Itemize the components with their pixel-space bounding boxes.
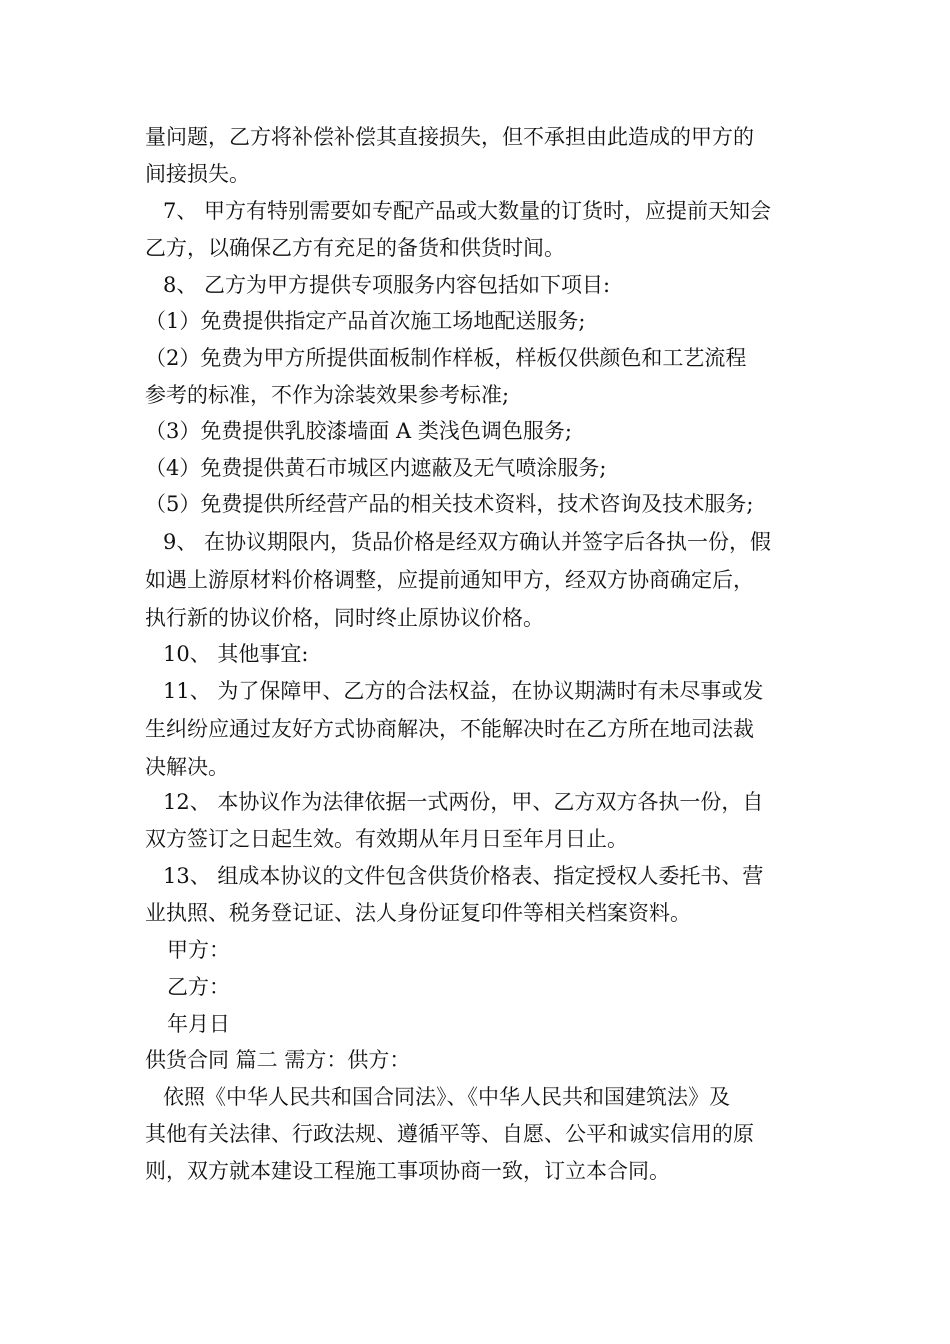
text-line: 11、 为了保障甲、乙方的合法权益，在协议期满时有未尽事或发	[163, 679, 764, 703]
text-line: 参考的标准，不作为涂装效果参考标准;	[145, 383, 510, 407]
section-heading: 供货合同 篇二 需方：供方：	[145, 1048, 411, 1072]
text-line: 决解决。	[145, 755, 229, 779]
text-line: 10、 其他事宜:	[163, 642, 309, 666]
signature-party-b: 乙方：	[167, 975, 230, 999]
text-line: 业执照、税务登记证、法人身份证复印件等相关档案资料。	[145, 901, 691, 925]
text-line: 则，双方就本建设工程施工事项协商一致，订立本合同。	[145, 1159, 670, 1183]
text-line: 13、 组成本协议的文件包含供货价格表、指定授权人委托书、营	[163, 864, 764, 888]
text-line: 执行新的协议价格，同时终止原协议价格。	[145, 606, 544, 630]
text-line: 间接损失。	[145, 162, 250, 186]
text-line: 依照《中华人民共和国合同法》、《中华人民共和国建筑法》及	[163, 1085, 730, 1109]
signature-party-a: 甲方：	[167, 938, 230, 962]
text-line: 双方签订之日起生效。有效期从年月日至年月日止。	[145, 827, 628, 851]
text-line: （2）免费为甲方所提供面板制作样板，样板仅供颜色和工艺流程	[145, 346, 747, 370]
text-line: 如遇上游原材料价格调整，应提前通知甲方，经双方协商确定后，	[145, 568, 754, 592]
text-line: （1）免费提供指定产品首次施工场地配送服务;	[145, 309, 586, 333]
text-line: 9、 在协议期限内，货品价格是经双方确认并签字后各执一份，假	[163, 530, 772, 554]
text-line: 生纠纷应通过友好方式协商解决，不能解决时在乙方所在地司法裁	[145, 717, 754, 741]
text-line: 量问题，乙方将补偿补偿其直接损失，但不承担由此造成的甲方的	[145, 125, 754, 149]
text-line: 12、 本协议作为法律依据一式两份，甲、乙方双方各执一份，自	[163, 790, 764, 814]
text-line: （5）免费提供所经营产品的相关技术资料，技术咨询及技术服务;	[145, 492, 754, 516]
signature-date: 年月日	[167, 1012, 230, 1036]
text-line: 其他有关法律、行政法规、遵循平等、自愿、公平和诚实信用的原	[145, 1122, 754, 1146]
text-line: 8、 乙方为甲方提供专项服务内容包括如下项目:	[163, 273, 611, 297]
text-line: （3）免费提供乳胶漆墙面 A 类浅色调色服务;	[145, 419, 572, 443]
text-line: （4）免费提供黄石市城区内遮蔽及无气喷涂服务;	[145, 456, 607, 480]
text-line: 乙方，以确保乙方有充足的备货和供货时间。	[145, 236, 565, 260]
text-line: 7、 甲方有特别需要如专配产品或大数量的订货时，应提前天知会	[163, 199, 772, 223]
